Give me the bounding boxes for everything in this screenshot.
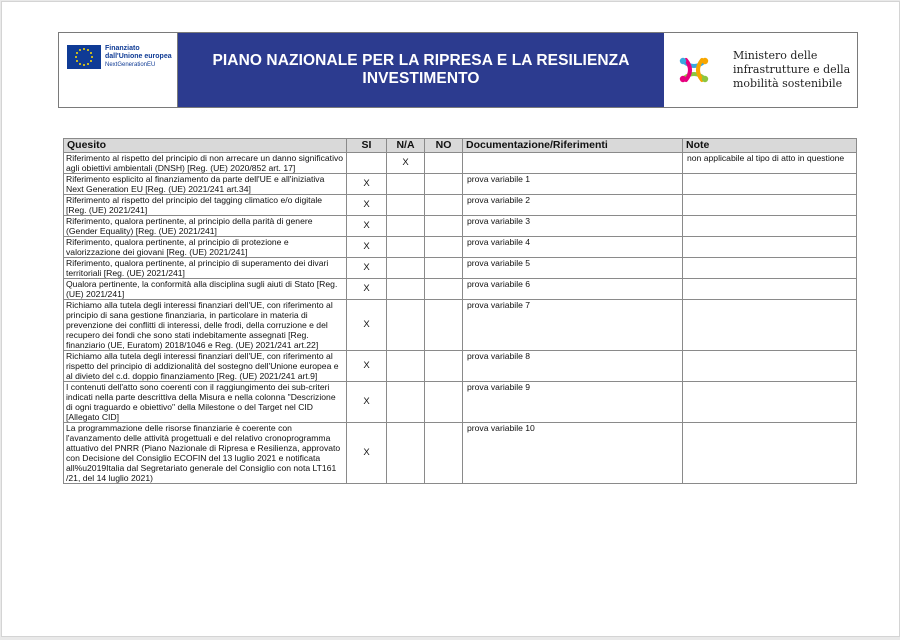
cell-quesito: Riferimento al rispetto del principio di non arrecare un danno significativo agli obiettivi ambientali (DNSH) [Reg. (UE) 2020/852 art. 17] bbox=[64, 153, 347, 174]
eu-star-icon bbox=[76, 52, 78, 54]
cell-documentazione: prova variabile 9 bbox=[463, 382, 683, 423]
ministry-line2: infrastrutture e della bbox=[733, 63, 851, 76]
cell-na bbox=[387, 237, 425, 258]
header-no: NO bbox=[425, 139, 463, 153]
cell-quesito: La programmazione delle risorse finanziarie è coerente con l'avanzamento delle attività progettuali e del relativo cronoprogramma attuativo del PNRR (Piano Nazionale di Ripresa e Resilienza, approvato con Decisione del Consiglio ECOFIN del 13 luglio 2021 e notificata all%u2019Italia dal Segretariato generale del Consiglio con nota LT161 /21, del 14 luglio 2021) bbox=[64, 423, 347, 484]
cell-si: X bbox=[347, 351, 387, 382]
header-banner bbox=[58, 32, 858, 108]
cell-documentazione: prova variabile 7 bbox=[463, 300, 683, 351]
checklist-table bbox=[63, 138, 857, 484]
table-row bbox=[64, 423, 857, 484]
eu-star-icon bbox=[87, 63, 89, 65]
cell-si: X bbox=[347, 195, 387, 216]
cell-na bbox=[387, 195, 425, 216]
cell-no bbox=[425, 382, 463, 423]
title-line1: PIANO NAZIONALE PER LA RIPRESA E LA RESILIENZA bbox=[212, 52, 630, 69]
eu-flag-icon bbox=[67, 45, 101, 69]
cell-quesito: Riferimento al rispetto del principio del tagging climatico e/o digitale [Reg. (UE) 2021/241] bbox=[64, 195, 347, 216]
cell-note bbox=[683, 382, 857, 423]
cell-no bbox=[425, 174, 463, 195]
eu-star-icon bbox=[91, 56, 93, 58]
eu-star-icon bbox=[87, 49, 89, 51]
cell-si: X bbox=[347, 279, 387, 300]
table-row bbox=[64, 300, 857, 351]
header-na: N/A bbox=[387, 139, 425, 153]
table-row bbox=[64, 195, 857, 216]
table-row bbox=[64, 174, 857, 195]
cell-na bbox=[387, 300, 425, 351]
cell-quesito: Richiamo alla tutela degli interessi finanziari dell'UE, con riferimento al rispetto del principio di addizionalità del sostegno dell'Unione europea e al divieto del c.d. doppio finanziamento [Reg. (UE) 2021/241 art.9] bbox=[64, 351, 347, 382]
cell-si: X bbox=[347, 300, 387, 351]
cell-no bbox=[425, 423, 463, 484]
table-row bbox=[64, 237, 857, 258]
cell-quesito: Riferimento, qualora pertinente, al principio di superamento dei divari territoriali [Reg. (UE) 2021/241] bbox=[64, 258, 347, 279]
cell-note bbox=[683, 279, 857, 300]
eu-star-icon bbox=[90, 60, 92, 62]
title-line2: INVESTIMENTO bbox=[362, 70, 480, 87]
cell-no bbox=[425, 153, 463, 174]
cell-note bbox=[683, 351, 857, 382]
cell-no bbox=[425, 258, 463, 279]
cell-no bbox=[425, 300, 463, 351]
cell-note bbox=[683, 237, 857, 258]
cell-note bbox=[683, 195, 857, 216]
cell-documentazione: prova variabile 3 bbox=[463, 216, 683, 237]
table-row bbox=[64, 153, 857, 174]
cell-documentazione: prova variabile 4 bbox=[463, 237, 683, 258]
eu-star-icon bbox=[79, 49, 81, 51]
cell-documentazione: prova variabile 8 bbox=[463, 351, 683, 382]
cell-si: X bbox=[347, 174, 387, 195]
cell-si: X bbox=[347, 216, 387, 237]
ministry-logo bbox=[665, 33, 857, 107]
cell-quesito: Riferimento, qualora pertinente, al principio della parità di genere (Gender Equality) [Reg. (UE) 2021/241] bbox=[64, 216, 347, 237]
cell-no bbox=[425, 279, 463, 300]
ministry-line3: mobilità sostenibile bbox=[733, 77, 843, 90]
cell-na bbox=[387, 279, 425, 300]
cell-note: non applicabile al tipo di atto in questione bbox=[683, 153, 857, 174]
cell-note bbox=[683, 300, 857, 351]
cell-na: X bbox=[387, 153, 425, 174]
eu-logo-line1: Finanziato bbox=[105, 45, 140, 52]
table-row bbox=[64, 216, 857, 237]
cell-quesito: Richiamo alla tutela degli interessi finanziari dell'UE, con riferimento al principio di sana gestione finanziaria, in particolare in materia di prevenzione dei conflitti di interessi, delle frodi, della corruzione e del recupero dei fondi che sono stati indebitamente assegnati [Reg. finanziario (UE, Euratom) 2018/1046 e Reg. (UE) 2021/241 art.22] bbox=[64, 300, 347, 351]
eu-star-icon bbox=[90, 52, 92, 54]
cell-no bbox=[425, 237, 463, 258]
cell-na bbox=[387, 216, 425, 237]
page-title bbox=[178, 33, 664, 107]
cell-si: X bbox=[347, 237, 387, 258]
cell-no bbox=[425, 216, 463, 237]
ministry-line1: Ministero delle bbox=[733, 49, 818, 62]
eu-star-icon bbox=[83, 64, 85, 66]
header-quesito: Quesito bbox=[64, 139, 347, 153]
table-row bbox=[64, 351, 857, 382]
cell-quesito: Riferimento esplicito al finanziamento da parte dell'UE e all'iniziativa Next Generation EU [Reg. (UE) 2021/241 art.34] bbox=[64, 174, 347, 195]
cell-note bbox=[683, 174, 857, 195]
cell-quesito: I contenuti dell'atto sono coerenti con il raggiungimento dei sub-criteri indicati nella parte descrittiva della Misura e nella colonna "Descrizione di ogni traguardo e obiettivo" della Milestone o del Target nel CID [Allegato CID] bbox=[64, 382, 347, 423]
cell-documentazione: prova variabile 5 bbox=[463, 258, 683, 279]
cell-documentazione: prova variabile 1 bbox=[463, 174, 683, 195]
ministry-network-icon bbox=[677, 53, 711, 87]
table-row bbox=[64, 382, 857, 423]
cell-si bbox=[347, 153, 387, 174]
cell-no bbox=[425, 195, 463, 216]
cell-documentazione: prova variabile 10 bbox=[463, 423, 683, 484]
eu-star-icon bbox=[83, 48, 85, 50]
table-header-row bbox=[64, 139, 857, 153]
cell-na bbox=[387, 382, 425, 423]
header-si: SI bbox=[347, 139, 387, 153]
eu-star-icon bbox=[79, 63, 81, 65]
cell-si: X bbox=[347, 382, 387, 423]
cell-na bbox=[387, 423, 425, 484]
cell-quesito: Riferimento, qualora pertinente, al principio di protezione e valorizzazione dei giovani [Reg. (UE) 2021/241] bbox=[64, 237, 347, 258]
cell-quesito: Qualora pertinente, la conformità alla disciplina sugli aiuti di Stato [Reg. (UE) 2021/241] bbox=[64, 279, 347, 300]
cell-documentazione: prova variabile 6 bbox=[463, 279, 683, 300]
cell-note bbox=[683, 258, 857, 279]
eu-star-icon bbox=[76, 60, 78, 62]
cell-na bbox=[387, 351, 425, 382]
cell-na bbox=[387, 174, 425, 195]
eu-star-icon bbox=[75, 56, 77, 58]
cell-documentazione bbox=[463, 153, 683, 174]
cell-si: X bbox=[347, 423, 387, 484]
table-row bbox=[64, 258, 857, 279]
cell-si: X bbox=[347, 258, 387, 279]
cell-documentazione: prova variabile 2 bbox=[463, 195, 683, 216]
header-note: Note bbox=[683, 139, 857, 153]
eu-funding-logo bbox=[59, 33, 178, 107]
eu-logo-line2: dall'Unione europea bbox=[105, 53, 172, 60]
cell-na bbox=[387, 258, 425, 279]
table-row bbox=[64, 279, 857, 300]
document-page bbox=[1, 1, 900, 637]
cell-note bbox=[683, 423, 857, 484]
cell-note bbox=[683, 216, 857, 237]
cell-no bbox=[425, 351, 463, 382]
header-doc: Documentazione/Riferimenti bbox=[463, 139, 683, 153]
eu-logo-line3: NextGenerationEU bbox=[105, 62, 156, 68]
